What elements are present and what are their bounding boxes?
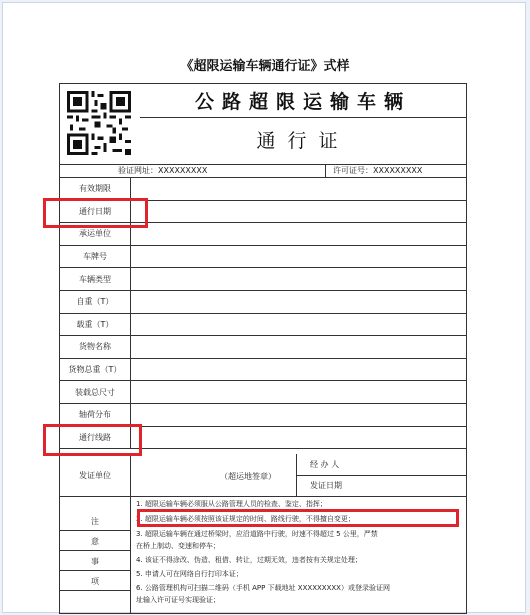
notes-side-divider — [60, 590, 130, 591]
permit-form — [59, 83, 467, 614]
row-divider — [130, 291, 131, 313]
document-title: 《超限运输车辆通行证》式样 — [180, 59, 350, 74]
handler-label: 经 办 人 — [310, 460, 340, 469]
field-label: 货物名称 — [79, 342, 111, 352]
notes-side-divider — [60, 530, 130, 531]
highlight-box-pass-date — [43, 198, 148, 228]
row-divider — [130, 381, 131, 403]
field-label: 车辆类型 — [79, 274, 111, 284]
issuer-row — [60, 454, 466, 497]
field-row — [60, 246, 466, 269]
field-row — [60, 381, 466, 404]
field-row — [60, 336, 466, 359]
row-divider — [130, 359, 131, 381]
note-item: 3. 超限运输车辆在通过桥梁时，应沿道路中行驶，时速不得超过 5 公里，严禁 — [136, 530, 378, 538]
notes-side-char: 事 — [91, 557, 99, 566]
row-divider — [130, 178, 131, 200]
issuer-label: 发证单位 — [79, 470, 111, 480]
field-label: 装载总尺寸 — [75, 387, 115, 397]
row-divider — [130, 268, 131, 290]
field-label: 通行日期 — [79, 206, 111, 216]
row-divider — [130, 246, 131, 268]
qr-code-icon — [67, 91, 131, 155]
issuer-divider — [130, 454, 131, 496]
note-item: 4. 该证不得涂改、伪造、租借、转让，过期无效，违者按有关规定处理； — [136, 556, 362, 564]
header-divider — [140, 117, 466, 118]
url-divider — [325, 164, 326, 177]
row-divider — [130, 314, 131, 336]
highlight-box-route — [43, 424, 142, 456]
field-row — [60, 359, 466, 382]
issue-date-label: 发证日期 — [310, 481, 342, 490]
permit-title-line2: 通行证 — [256, 130, 350, 152]
field-label: 轴荷分布 — [79, 410, 111, 420]
row-divider — [130, 336, 131, 358]
permit-title-line1: 公路超限运输车辆 — [194, 91, 411, 113]
notes-side-char: 项 — [91, 577, 99, 586]
field-label: 货物总重（T） — [68, 365, 122, 375]
field-label: 有效期限 — [79, 184, 111, 194]
row-divider — [130, 404, 131, 426]
notes-side-char: 注 — [91, 517, 99, 526]
field-label: 载重（T） — [76, 319, 114, 329]
note-item: 2. 超限运输车辆必须按照该证规定的时间、路线行驶，不得擅自变更； — [136, 515, 355, 523]
highlight-box-note-2 — [137, 509, 459, 527]
notes-side-divider — [60, 570, 130, 571]
notes-side-char: 意 — [91, 537, 99, 546]
note-item: 址输入许可证号实现验证； — [136, 596, 220, 604]
note-item: 6. 公路管理机构可扫描二维码（手机 APP 下载地址 XXXXXXXXX）或登录验证网 — [136, 584, 390, 592]
notes-side-divider — [60, 550, 130, 551]
seal-text: （超运地签章） — [220, 472, 276, 481]
field-label: 车牌号 — [83, 252, 107, 262]
verify-url-label: 验证网址：XXXXXXXXX — [118, 166, 208, 175]
permit-header — [60, 84, 466, 165]
notes-divider — [130, 496, 131, 614]
field-row — [60, 314, 466, 337]
field-label: 自重（T） — [76, 297, 114, 307]
field-row — [60, 291, 466, 314]
note-item: 1. 超限运输车辆必须服从公路管理人员的检查、鉴定、指挥； — [136, 500, 327, 508]
field-label: 通行线路 — [79, 432, 111, 442]
url-license-line — [60, 164, 466, 178]
field-label: 承运单位 — [79, 229, 111, 239]
issuer-h-divider — [296, 475, 466, 476]
note-item: 5. 申请人可在网络自行打印本证； — [136, 570, 243, 578]
note-item: 在桥上制动、变速和停车； — [136, 542, 220, 550]
field-row — [60, 268, 466, 291]
license-no-label: 许可证号：XXXXXXXXX — [333, 166, 423, 175]
